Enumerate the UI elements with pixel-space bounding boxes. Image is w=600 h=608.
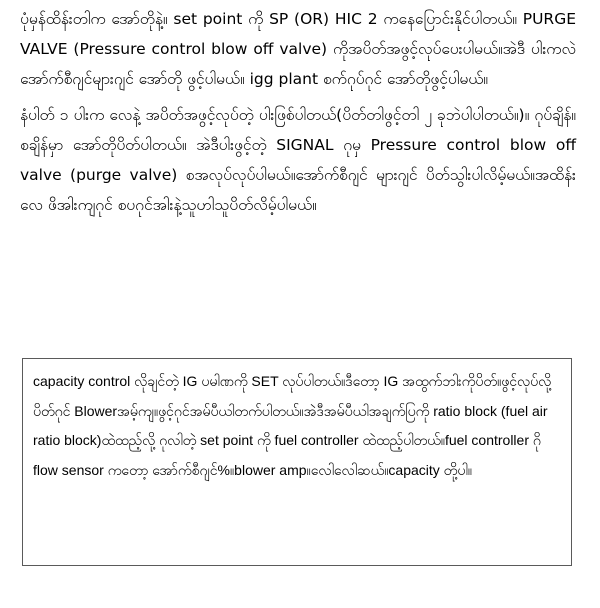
paragraph-2: နံပါတ် ၁ ပါးက လေနဲ့ အပိတ်အဖွင့်လုပ်တဲ့ ပါးဖြစ်ပါတယ်(ပိတ်တါဖွင့်တါ ၂ ခုဘဲပါပါတယ်။)။ ဂုပ်ချိန်။စချိန်မှာ အော်တိုပိတ်ပါတယ်။ အဲဒီပါးဖွင့်တဲ့ SIGNAL ဂုမှ Pressure control blow off valve (purge valve) စအလုပ်လုပ်ပါမယ်။အော်က်စီဂျင် များဂျင် ပိတ်သွါးပါလိမ့်မယ်။အထိန်းလေ ဖိအါးကျဂုင် စပဂုင်အါးနဲ့သူဟါသူပိတ်လိမ့်ပါမယ်။ xyxy=(20,106,576,214)
note-box xyxy=(22,358,572,566)
main-text xyxy=(20,4,576,226)
paragraph-1: ပုံမှန်ထိန်းတါက အော်တိုနဲ့။ set point ကို SP (OR) HIC 2 ကနေပြောင်းနိုင်ပါတယ်။ PURGE VALVE (Pressure control blow off valve) ကိုအပိတ်အဖွင့်လုပ်ပေးပါမယ်။အဲဒီ ပါးကလဲ အော်က်စီဂျင်များဂျင် အော်တို ဖွင့်ပါမယ်။ igg plant စက်ဂုပ်ဂုင် အော်တိုဖွင့်ပါမယ်။ xyxy=(20,10,576,88)
note-text: capacity control လိုချင်တဲ့ IG ပမါဏကို SET လုပ်ပါတယ်။ဒီတော့ IG အထွက်ဘါးကိုပိတ်။ဖွင့်လုပ်လို့ ပိတ်ဂုင် Blowerအမ့်ကျ။ဖွင့်ဂုင်အမ်ပီယါတက်ပါတယ်။အဲဒီအမ်ပီယါအချက်ပြကို ratio block (fuel air ratio block)ထဲထည့်လို့ ဂုလါတဲ့ set point ကို fuel controller ထဲထည့်ပါတယ်။fuel controller ဂို flow sensor ကတော့ အော်က်စီဂျင်%။blower amp။လေါလေါဆယ်။capacity တို့ပါ။ xyxy=(33,373,552,478)
